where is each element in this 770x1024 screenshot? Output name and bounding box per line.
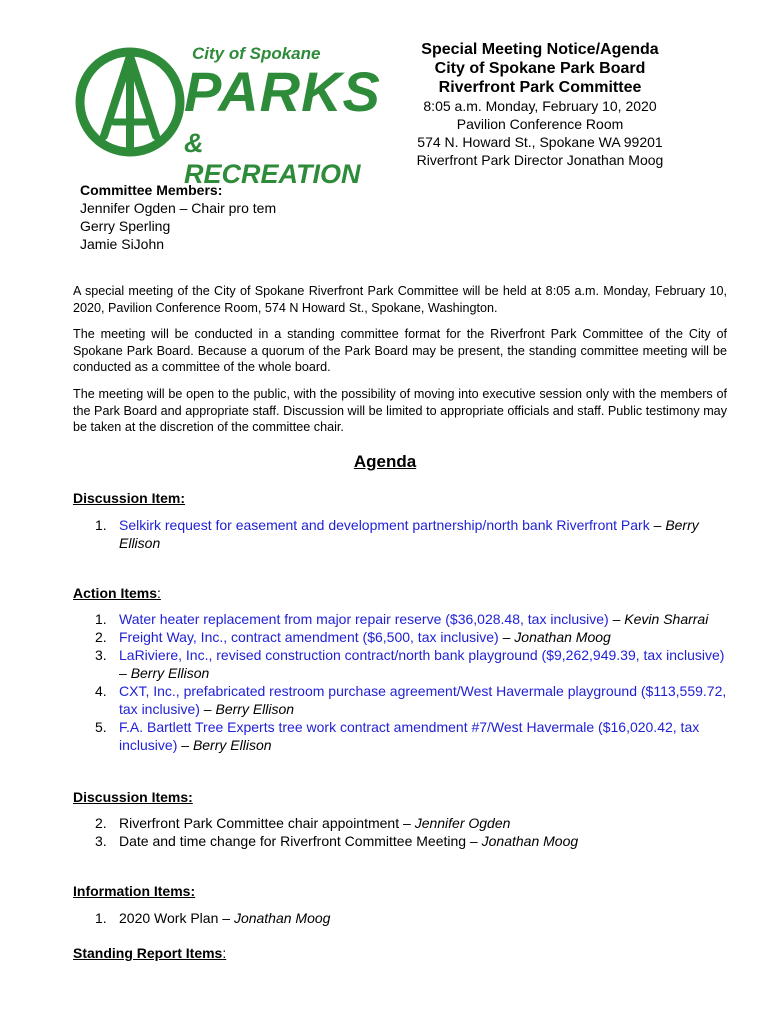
list-item: 1. Selkirk request for easement and development partnership/north bank Riverfront Park – Berry Ellison xyxy=(95,517,699,551)
committee-member: Jennifer Ogden – Chair pro tem xyxy=(80,200,277,216)
list-item: 3. LaRiviere, Inc., revised construction contract/north bank playground ($9,262,949.39, tax inclusive) – Berry Ellison xyxy=(95,647,725,681)
paragraph-public: The meeting will be open to the public, with the possibility of moving into executive session only with the members of the Park Board and appropriate staff. Discussion will be limited to appropriate officials and staff. Public testimony may be taken at the discretion of the committee chair. xyxy=(73,386,727,435)
list-item: 2. Riverfront Park Committee chair appointment – Jennifer Ogden xyxy=(95,815,511,831)
information-items-heading: Information Items: xyxy=(73,883,196,899)
agenda-item-link[interactable]: Selkirk request for easement and development partnership/north bank Riverfront Park xyxy=(119,517,650,533)
discussion-items-list xyxy=(73,814,733,850)
discussion-items-heading: Discussion Items: xyxy=(73,789,193,805)
list-item: 3. Date and time change for Riverfront Committee Meeting – Jonathan Moog xyxy=(95,833,579,849)
committee-heading: Committee Members: xyxy=(80,182,223,198)
information-items-list xyxy=(73,909,733,927)
committee-members xyxy=(80,181,276,253)
list-item: 1. Water heater replacement from major repair reserve ($36,028.48, tax inclusive) – Kevin Sharrai xyxy=(95,611,709,627)
list-item: 5. F.A. Bartlett Tree Experts tree work contract amendment #7/West Havermale ($16,020.42, tax inclusive) – Berry Ellison xyxy=(95,719,700,753)
list-item: 1. 2020 Work Plan – Jonathan Moog xyxy=(95,910,331,926)
notice-body xyxy=(73,283,727,446)
list-item: 4. CXT, Inc., prefabricated restroom purchase agreement/West Havermale playground ($113,559.72, tax inclusive) – Berry Ellison xyxy=(95,683,727,717)
parks-logo xyxy=(74,40,381,189)
agenda-item-link[interactable]: LaRiviere, Inc., revised construction contract/north bank playground ($9,262,949.39, tax inclusive) xyxy=(119,647,725,663)
list-item: 2. Freight Way, Inc., contract amendment ($6,500, tax inclusive) – Jonathan Moog xyxy=(95,629,611,645)
header-title-1: Special Meeting Notice/Agenda xyxy=(421,41,659,58)
header-title-3: Riverfront Park Committee xyxy=(438,79,642,96)
action-items-heading: Action Items: xyxy=(73,585,161,601)
standing-report-heading: Standing Report Items: xyxy=(73,945,227,961)
discussion-item-list xyxy=(73,516,733,552)
agenda-title: Agenda xyxy=(353,452,417,471)
agenda-item-link[interactable]: Freight Way, Inc., contract amendment ($6,500, tax inclusive) xyxy=(119,629,499,645)
header-room: Pavilion Conference Room xyxy=(456,116,624,132)
paragraph-intro: A special meeting of the City of Spokane Riverfront Park Committee will be held at 8:05 a.m. Monday, February 10, 2020, Pavilion Conference Room, 574 N Howard St., Spokane, Washington. xyxy=(73,284,727,315)
header-datetime: 8:05 a.m. Monday, February 10, 2020 xyxy=(423,98,657,114)
header-title-2: City of Spokane Park Board xyxy=(434,60,646,77)
agenda-item-link[interactable]: CXT, Inc., prefabricated restroom purchase agreement/West Havermale playground ($113,559.72, tax inclusive) xyxy=(119,683,727,717)
header-address: 574 N. Howard St., Spokane WA 99201 xyxy=(417,134,663,150)
header-director: Riverfront Park Director Jonathan Moog xyxy=(416,152,664,168)
action-items-list xyxy=(73,610,733,754)
committee-member: Jamie SiJohn xyxy=(80,236,165,252)
parks-emblem-icon xyxy=(74,44,186,160)
committee-member: Gerry Sperling xyxy=(80,218,171,234)
logo-city-text: City of Spokane xyxy=(192,44,321,63)
agenda-item-link[interactable]: Water heater replacement from major repair reserve ($36,028.48, tax inclusive) xyxy=(119,611,609,627)
logo-recreation-text: & RECREATION xyxy=(184,128,361,189)
meeting-header xyxy=(400,40,680,169)
paragraph-format: The meeting will be conducted in a standing committee format for the Riverfront Park Committee of the City of Spokane Park Board. Because a quorum of the Park Board may be present, the standing committee meeting will be conducted as a committee of the whole board. xyxy=(73,327,727,375)
logo-parks-text: PARKS xyxy=(184,60,381,123)
agenda-item-link[interactable]: F.A. Bartlett Tree Experts tree work contract amendment #7/West Havermale ($16,020.42, tax inclusive) xyxy=(119,719,700,753)
discussion-item-heading: Discussion Item: xyxy=(73,490,186,506)
